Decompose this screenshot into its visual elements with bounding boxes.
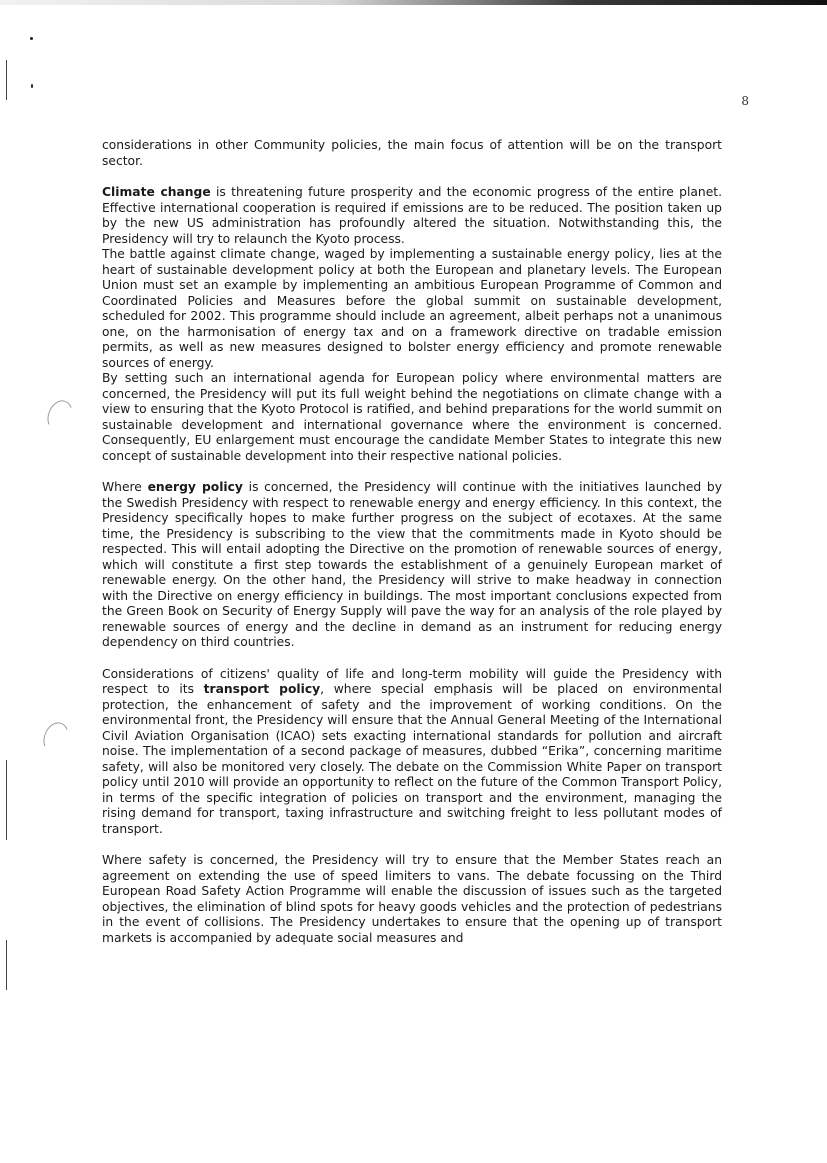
paragraph-safety [102, 853, 722, 946]
paragraph-climate-change [102, 185, 722, 247]
section-keyword: Climate change [102, 185, 211, 199]
section-keyword: energy policy [147, 480, 243, 494]
scan-edge-mark [6, 60, 7, 100]
body-text: Where safety is concerned, the Presidency will try to ensure that the Member States reach an agreement on extending the use of speed limiters to vans. The debate focussing on the Third European Road Safety Action Programme will enable the discussion of issues such as the targeted objectives, the elimination of blind spots for heavy goods vehicles and the protection of pedestrians in the event of collisions. The Presidency undertakes to ensure that the opening up of transport markets is accompanied by adequate social measures and [102, 853, 722, 945]
page-top-edge [0, 0, 827, 5]
body-text: considerations in other Community policies, the main focus of attention will be on the transport sector. [102, 138, 722, 168]
scan-speck [30, 37, 33, 40]
page-number: 8 [741, 94, 749, 108]
punch-hole-mark [43, 397, 76, 435]
paragraph [102, 371, 722, 464]
body-text: is concerned, the Presidency will continue with the initiatives launched by the Swedish Presidency with respect to renewable energy and energy efficiency. In this context, the Presidency specifically hopes to make further progress on the subject of ecotaxes. At the same time, the Presidency is subscribing to the view that the commitments made in Kyoto should be respected. This will entail adopting the Directive on the promotion of renewable sources of energy, which will constitute a first step towards the establishment of a genuinely European market of renewable energy. On the other hand, the Presidency will strive to make headway in connection with the Directive on energy efficiency in buildings. The most important conclusions expected from the Green Book on Security of Energy Supply will pave the way for an analysis of the role played by renewable sources of energy and the decline in demand as an instrument for reducing energy dependency on third countries. [102, 480, 722, 649]
document-body [102, 138, 722, 946]
paragraph [102, 138, 722, 169]
paragraph-transport-policy [102, 667, 722, 838]
scan-edge-mark [6, 940, 7, 990]
body-text: , where special emphasis will be placed on environmental protection, the enhancement of safety and the improvement of working conditions. On the environmental front, the Presidency will ensure that the Annual General Meeting of the International Civil Aviation Organisation (ICAO) sets exacting international standards for pollution and aircraft noise. The implementation of a second package of measures, dubbed “Erika”, concerning maritime safety, will also be monitored very closely. The debate on the Commission White Paper on transport policy until 2010 will provide an opportunity to reflect on the future of the Common Transport Policy, in terms of the specific integration of policies on transport and the environment, managing the rising demand for transport, taxing infrastructure and switching freight to less pollutant modes of transport. [102, 682, 722, 836]
paragraph-energy-policy [102, 480, 722, 651]
punch-hole-mark [39, 719, 72, 757]
paragraph [102, 247, 722, 371]
scan-edge-mark [6, 760, 7, 840]
body-text: Considerations of citizens' quality of life and long-term mobility will guide the Presidency with respect to its [102, 666, 722, 696]
scan-speck [31, 84, 33, 88]
body-text: By setting such an international agenda for European policy where environmental matters are concerned, the Presidency will put its full weight behind the negotiations on climate change with a view to ensuring that the Kyoto Protocol is ratified, and behind preparations for the world summit on sustainable development and international governance where the environment is concerned. Consequently, EU enlargement must encourage the candidate Member States to integrate this new concept of sustainable development into their respective national policies. [102, 371, 722, 463]
body-text: The battle against climate change, waged by implementing a sustainable energy policy, lies at the heart of sustainable development policy at both the European and planetary levels. The European Union must set an example by implementing an ambitious European Programme of Common and Coordinated Policies and Measures before the global summit on sustainable development, scheduled for 2002. This programme should include an agreement, albeit perhaps not a unanimous one, on the harmonisation of energy tax and on a framework directive on tradable emission permits, as well as new measures designed to bolster energy efficiency and promote renewable sources of energy. [102, 247, 722, 370]
section-keyword: transport policy [203, 682, 321, 696]
body-text: is threatening future prosperity and the economic progress of the entire planet. Effective international cooperation is required if emissions are to be reduced. The position taken up by the new US administration has profoundly altered the situation. Notwithstanding this, the Presidency will try to relaunch the Kyoto process. [102, 185, 722, 246]
body-text: Where [102, 480, 148, 494]
